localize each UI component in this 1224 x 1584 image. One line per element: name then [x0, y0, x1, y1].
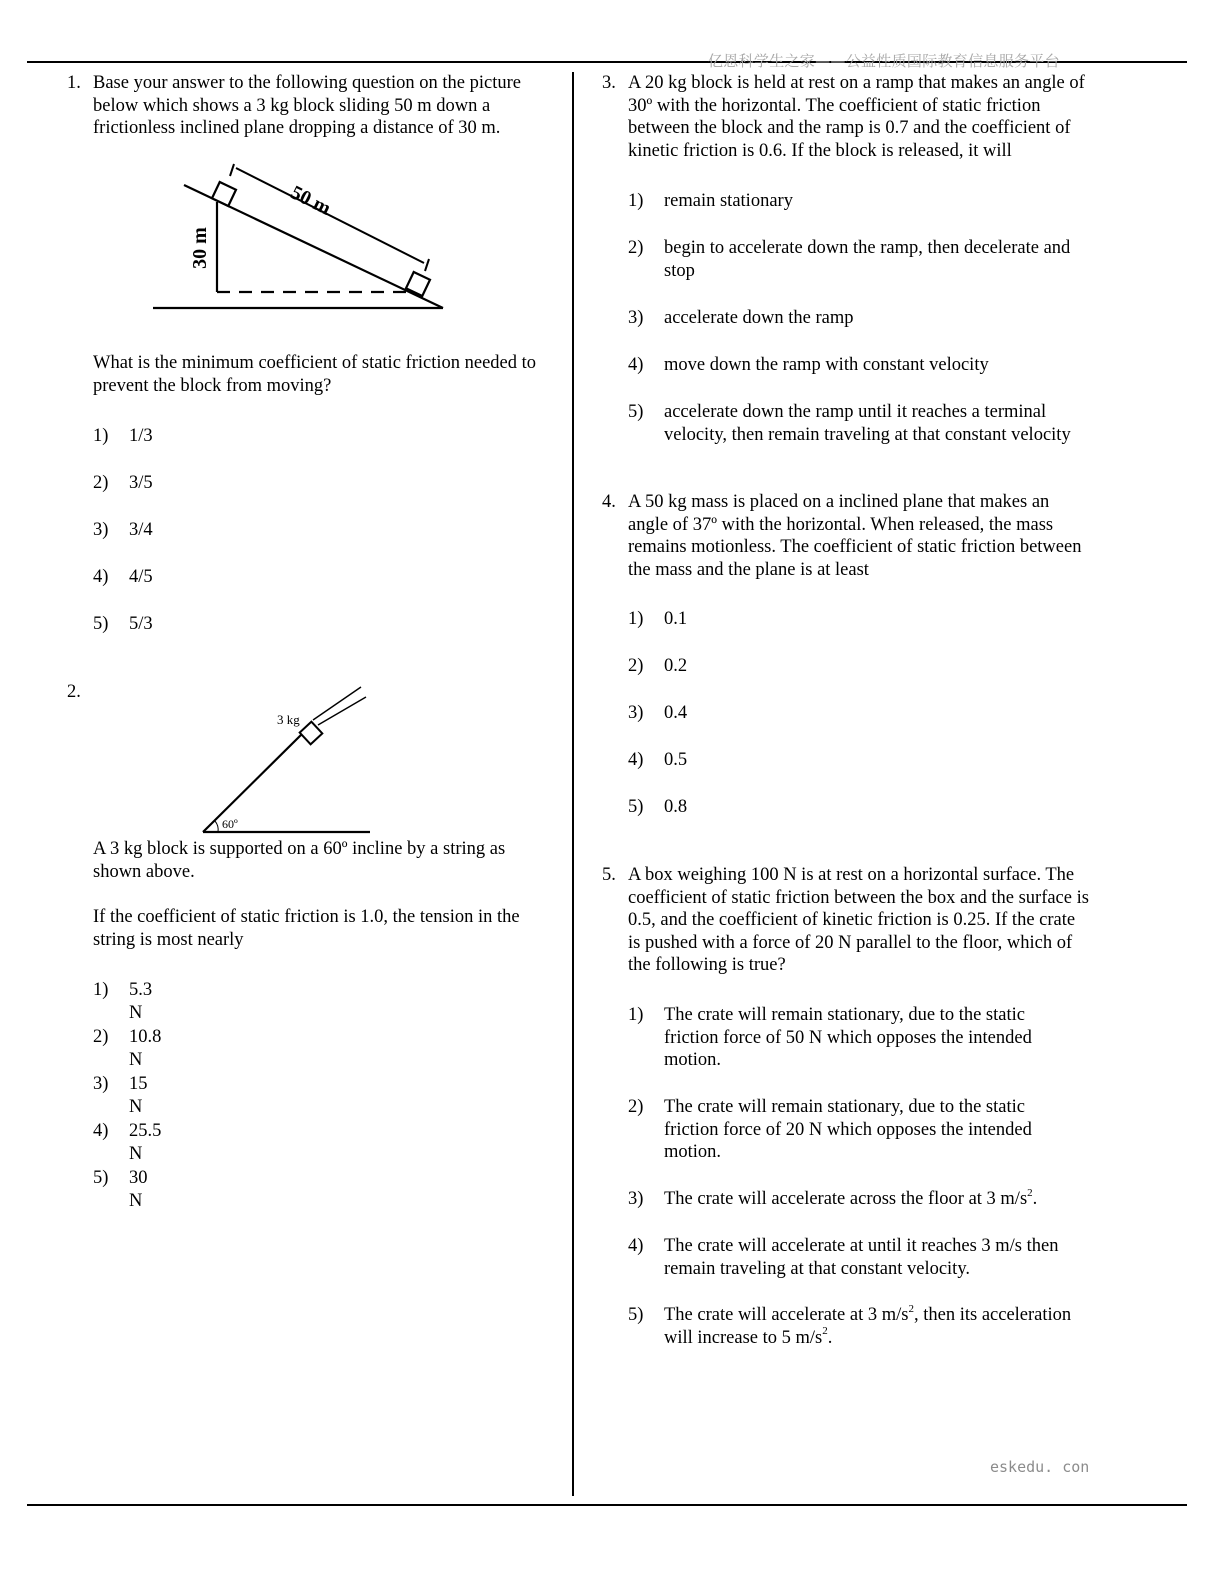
- question-5-text: A box weighing 100 N is at rest on a horizontal surface. The coefficient of static friction between the box and the surface is 0.5, and the coefficient of kinetic friction is 0.25. If the crate is pushed with a force of 20 N parallel to the floor, which of the following is true?: [628, 865, 1089, 976]
- question-4-number: 4.: [602, 492, 616, 512]
- question-2-text: A 3 kg block is supported on a 60º incline by a string as shown above.: [93, 839, 506, 882]
- watermark: 亿恩科学生之家——公益性质国际教育信息服务平台: [708, 52, 1060, 70]
- angle-label: 60º: [222, 817, 238, 831]
- question-1-text: [93, 72, 563, 140]
- bottom-rule: [27, 1504, 1187, 1506]
- height-label: 30 m: [189, 227, 211, 269]
- q5-choice-5-text: The crate will accelerate at 3 $m/s^2$, then its acceleration will increase to 5 $m/s^2$.: [664, 1302, 1072, 1348]
- question-4-text: A 50 kg mass is placed on a inclined plane that makes an angle of 37º with the horizontal. When released, the mass remains motionless. The coefficient of static friction between the mass and the plane is at least: [628, 492, 1082, 580]
- incline-figure-1: [140, 160, 460, 320]
- question-1-stem: Base your answer to the following question on the picture below which shows a 3 kg block sliding 50 m down a frictionless inclined plane dropping a distance of 30 m.: [93, 73, 521, 139]
- question-3-number: 3.: [602, 73, 616, 93]
- incline-figure-2: [195, 680, 380, 840]
- question-3-text: A 20 kg block is held at rest on a ramp that makes an angle of 30º with the horizontal. The coefficient of static friction between the block and the ramp is 0.7 and the coefficient of kinetic friction is 0.6. If the block is released, it will: [628, 73, 1085, 161]
- footer-site: eskedu. con: [990, 1458, 1090, 1476]
- mass-label: 3 kg: [277, 712, 300, 727]
- question-1-number: 1.: [67, 73, 81, 93]
- question-2-number: 2.: [67, 682, 81, 702]
- question-1-prompt: What is the minimum coefficient of static friction needed to prevent the block from moving?: [93, 353, 537, 396]
- q5-choice-3-text: The crate will accelerate across the floor at 3 $m/s^2$.: [664, 1186, 1038, 1209]
- question-5-number: 5.: [602, 865, 616, 885]
- question-2-prompt: If the coefficient of static friction is 1.0, the tension in the string is most nearly: [93, 907, 520, 950]
- column-divider: [572, 72, 574, 1496]
- hypotenuse-label: 50 m: [287, 181, 335, 220]
